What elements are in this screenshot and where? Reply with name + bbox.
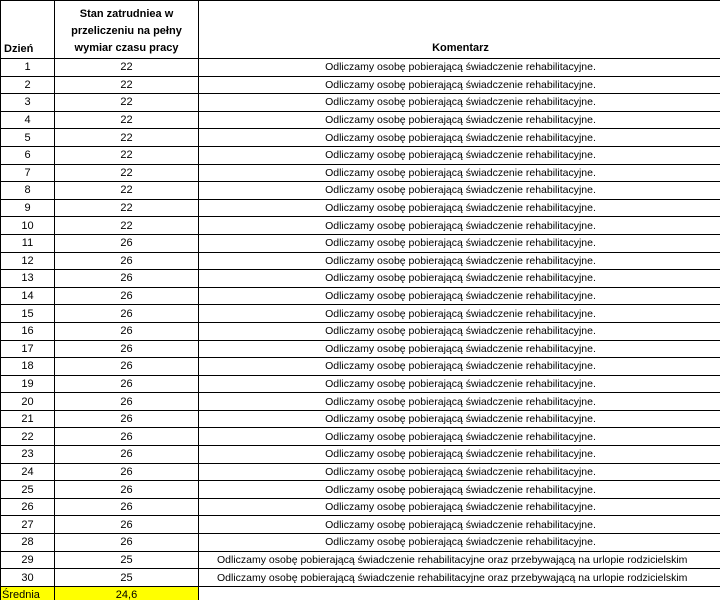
comment-cell[interactable]: Odliczamy osobę pobierającą świadczenie rehabilitacyjne. — [199, 446, 720, 464]
employment-cell[interactable]: 26 — [55, 234, 199, 252]
comment-cell[interactable]: Odliczamy osobę pobierającą świadczenie rehabilitacyjne. — [199, 111, 720, 129]
employment-cell[interactable]: 22 — [55, 76, 199, 94]
table-row — [1, 59, 720, 77]
comment-cell[interactable]: Odliczamy osobę pobierającą świadczenie rehabilitacyjne. — [199, 217, 720, 235]
employment-cell[interactable]: 26 — [55, 305, 199, 323]
employment-cell[interactable]: 26 — [55, 516, 199, 534]
comment-cell[interactable]: Odliczamy osobę pobierającą świadczenie rehabilitacyjne. — [199, 270, 720, 288]
header-day[interactable]: Dzień — [1, 1, 55, 59]
table-row — [1, 287, 720, 305]
day-cell[interactable]: 19 — [1, 375, 55, 393]
employment-cell[interactable]: 22 — [55, 111, 199, 129]
table-row — [1, 164, 720, 182]
table-row — [1, 498, 720, 516]
employment-cell[interactable]: 26 — [55, 358, 199, 376]
employment-cell[interactable]: 26 — [55, 252, 199, 270]
employment-cell[interactable]: 26 — [55, 287, 199, 305]
day-cell[interactable]: 15 — [1, 305, 55, 323]
day-cell[interactable]: 30 — [1, 569, 55, 587]
table-row — [1, 111, 720, 129]
day-cell[interactable]: 5 — [1, 129, 55, 147]
comment-cell[interactable]: Odliczamy osobę pobierającą świadczenie rehabilitacyjne. — [199, 481, 720, 499]
day-cell[interactable]: 16 — [1, 322, 55, 340]
table-row — [1, 516, 720, 534]
table-row — [1, 234, 720, 252]
comment-cell[interactable]: Odliczamy osobę pobierającą świadczenie rehabilitacyjne. — [199, 322, 720, 340]
average-value-cell[interactable]: 24,6 — [55, 586, 199, 600]
day-cell[interactable]: 12 — [1, 252, 55, 270]
comment-cell[interactable]: Odliczamy osobę pobierającą świadczenie rehabilitacyjne. — [199, 340, 720, 358]
table-row — [1, 569, 720, 587]
employment-cell[interactable]: 25 — [55, 551, 199, 569]
employment-cell[interactable]: 22 — [55, 59, 199, 77]
day-cell[interactable]: 6 — [1, 146, 55, 164]
comment-cell[interactable]: Odliczamy osobę pobierającą świadczenie rehabilitacyjne. — [199, 287, 720, 305]
employment-cell[interactable]: 26 — [55, 322, 199, 340]
employment-cell[interactable]: 22 — [55, 146, 199, 164]
employment-cell[interactable]: 26 — [55, 393, 199, 411]
table-row — [1, 146, 720, 164]
table-row — [1, 481, 720, 499]
day-cell[interactable]: 22 — [1, 428, 55, 446]
comment-cell[interactable]: Odliczamy osobę pobierającą świadczenie rehabilitacyjne. — [199, 428, 720, 446]
comment-cell[interactable]: Odliczamy osobę pobierającą świadczenie rehabilitacyjne. — [199, 76, 720, 94]
day-cell[interactable]: 11 — [1, 234, 55, 252]
employment-cell[interactable]: 22 — [55, 182, 199, 200]
comment-cell[interactable]: Odliczamy osobę pobierającą świadczenie rehabilitacyjne. — [199, 358, 720, 376]
table-row — [1, 358, 720, 376]
comment-cell[interactable]: Odliczamy osobę pobierającą świadczenie rehabilitacyjne. — [199, 410, 720, 428]
employment-cell[interactable]: 26 — [55, 340, 199, 358]
employment-cell[interactable]: 26 — [55, 270, 199, 288]
employment-cell[interactable]: 22 — [55, 94, 199, 112]
table-row — [1, 428, 720, 446]
table-row — [1, 410, 720, 428]
average-row — [1, 586, 720, 600]
table-row — [1, 322, 720, 340]
day-cell[interactable]: 23 — [1, 446, 55, 464]
comment-cell[interactable]: Odliczamy osobę pobierającą świadczenie rehabilitacyjne. — [199, 199, 720, 217]
day-cell[interactable]: 14 — [1, 287, 55, 305]
employment-cell[interactable]: 26 — [55, 375, 199, 393]
employment-cell[interactable]: 22 — [55, 164, 199, 182]
table-row — [1, 129, 720, 147]
employment-cell[interactable]: 26 — [55, 481, 199, 499]
header-comment[interactable]: Komentarz — [199, 1, 720, 59]
comment-cell[interactable]: Odliczamy osobę pobierającą świadczenie rehabilitacyjne. — [199, 164, 720, 182]
table-row — [1, 446, 720, 464]
day-cell[interactable]: 1 — [1, 59, 55, 77]
comment-cell[interactable]: Odliczamy osobę pobierającą świadczenie rehabilitacyjne oraz przebywającą na urlopie rodzicielskim — [199, 569, 720, 587]
day-cell[interactable]: 13 — [1, 270, 55, 288]
comment-cell[interactable]: Odliczamy osobę pobierającą świadczenie rehabilitacyjne. — [199, 252, 720, 270]
comment-cell[interactable]: Odliczamy osobę pobierającą świadczenie rehabilitacyjne. — [199, 234, 720, 252]
table-row — [1, 94, 720, 112]
table-row — [1, 340, 720, 358]
header-row — [1, 1, 720, 59]
employment-cell[interactable]: 26 — [55, 463, 199, 481]
day-cell[interactable]: 29 — [1, 551, 55, 569]
table-row — [1, 270, 720, 288]
comment-cell[interactable]: Odliczamy osobę pobierającą świadczenie rehabilitacyjne. — [199, 534, 720, 552]
average-label-cell[interactable]: Średnia — [1, 586, 55, 600]
comment-cell[interactable]: Odliczamy osobę pobierającą świadczenie rehabilitacyjne. — [199, 94, 720, 112]
table-body — [1, 59, 720, 587]
table-row — [1, 252, 720, 270]
header-employment[interactable]: Stan zatrudniea w przeliczeniu na pełny wymiar czasu pracy — [55, 1, 199, 59]
day-cell[interactable]: 26 — [1, 498, 55, 516]
day-cell[interactable]: 3 — [1, 94, 55, 112]
employment-cell[interactable]: 25 — [55, 569, 199, 587]
day-cell[interactable]: 4 — [1, 111, 55, 129]
table-row — [1, 375, 720, 393]
employment-cell[interactable]: 22 — [55, 129, 199, 147]
comment-cell[interactable]: Odliczamy osobę pobierającą świadczenie rehabilitacyjne. — [199, 393, 720, 411]
comment-cell[interactable]: Odliczamy osobę pobierającą świadczenie rehabilitacyjne. — [199, 129, 720, 147]
day-cell[interactable]: 21 — [1, 410, 55, 428]
employment-cell[interactable]: 26 — [55, 446, 199, 464]
empty-cell[interactable] — [199, 586, 720, 600]
day-cell[interactable]: 24 — [1, 463, 55, 481]
day-cell[interactable]: 18 — [1, 358, 55, 376]
comment-cell[interactable]: Odliczamy osobę pobierającą świadczenie rehabilitacyjne oraz przebywającą na urlopie rodzicielskim — [199, 551, 720, 569]
day-cell[interactable]: 28 — [1, 534, 55, 552]
table-row — [1, 76, 720, 94]
day-cell[interactable]: 17 — [1, 340, 55, 358]
comment-cell[interactable]: Odliczamy osobę pobierającą świadczenie rehabilitacyjne. — [199, 498, 720, 516]
comment-cell[interactable]: Odliczamy osobę pobierającą świadczenie rehabilitacyjne. — [199, 463, 720, 481]
comment-cell[interactable]: Odliczamy osobę pobierającą świadczenie rehabilitacyjne. — [199, 305, 720, 323]
day-cell[interactable]: 8 — [1, 182, 55, 200]
table-row — [1, 393, 720, 411]
table-row — [1, 182, 720, 200]
comment-cell[interactable]: Odliczamy osobę pobierającą świadczenie rehabilitacyjne. — [199, 375, 720, 393]
employment-cell[interactable]: 22 — [55, 199, 199, 217]
employment-cell[interactable]: 26 — [55, 410, 199, 428]
table-row — [1, 217, 720, 235]
employment-cell[interactable]: 26 — [55, 428, 199, 446]
day-cell[interactable]: 10 — [1, 217, 55, 235]
table-row — [1, 463, 720, 481]
comment-cell[interactable]: Odliczamy osobę pobierającą świadczenie rehabilitacyjne. — [199, 516, 720, 534]
comment-cell[interactable]: Odliczamy osobę pobierającą świadczenie rehabilitacyjne. — [199, 146, 720, 164]
employment-cell[interactable]: 26 — [55, 534, 199, 552]
day-cell[interactable]: 7 — [1, 164, 55, 182]
employment-cell[interactable]: 26 — [55, 498, 199, 516]
day-cell[interactable]: 2 — [1, 76, 55, 94]
day-cell[interactable]: 9 — [1, 199, 55, 217]
day-cell[interactable]: 27 — [1, 516, 55, 534]
table-row — [1, 305, 720, 323]
table-row — [1, 199, 720, 217]
table-row — [1, 551, 720, 569]
comment-cell[interactable]: Odliczamy osobę pobierającą świadczenie rehabilitacyjne. — [199, 59, 720, 77]
employment-cell[interactable]: 22 — [55, 217, 199, 235]
day-cell[interactable]: 25 — [1, 481, 55, 499]
day-cell[interactable]: 20 — [1, 393, 55, 411]
comment-cell[interactable]: Odliczamy osobę pobierającą świadczenie rehabilitacyjne. — [199, 182, 720, 200]
table-row — [1, 534, 720, 552]
